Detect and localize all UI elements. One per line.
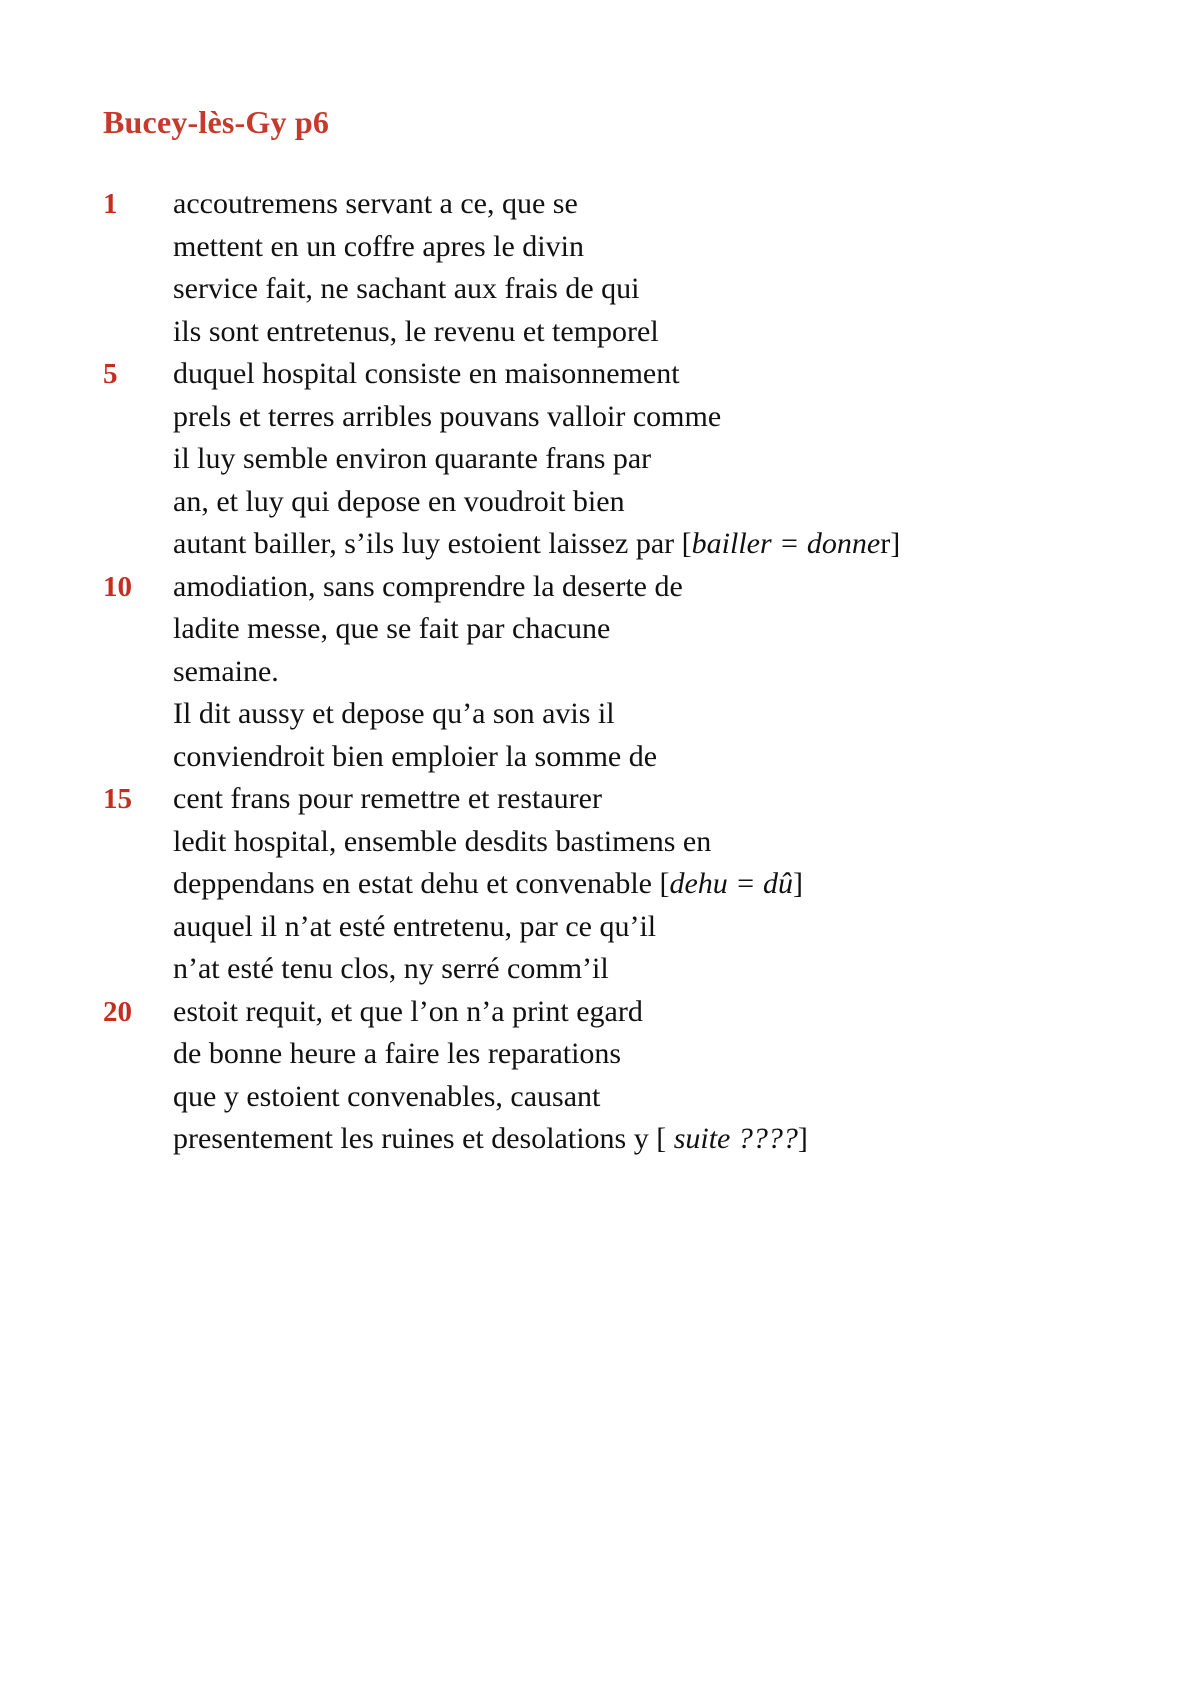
line-text: presentement les ruines et desolations y [ suite ????] bbox=[173, 1122, 808, 1155]
text-line bbox=[103, 1033, 1123, 1076]
text-line bbox=[103, 736, 1123, 779]
text-line bbox=[103, 1076, 1123, 1119]
text-line bbox=[103, 991, 1123, 1034]
line-text: cent frans pour remettre et restaurer bbox=[173, 782, 602, 815]
text-line bbox=[103, 948, 1123, 991]
line-text: deppendans en estat dehu et convenable [dehu = dû] bbox=[173, 867, 804, 900]
line-text: amodiation, sans comprendre la deserte de bbox=[173, 569, 683, 603]
text-line bbox=[103, 353, 1123, 396]
line-text: conviendroit bien emploier la somme de bbox=[173, 739, 658, 773]
line-text: ladite messe, que se fait par chacune bbox=[173, 612, 611, 645]
line-number: 5 bbox=[103, 358, 118, 390]
text-line bbox=[103, 693, 1123, 736]
line-number: 15 bbox=[103, 783, 132, 815]
line-text: accoutremens servant a ce, que se bbox=[173, 187, 578, 220]
text-line bbox=[103, 226, 1123, 269]
text-line bbox=[103, 183, 1123, 226]
text-line bbox=[103, 651, 1123, 694]
page-title: Bucey-lès-Gy p6 bbox=[103, 104, 330, 140]
line-text: semaine. bbox=[173, 654, 279, 688]
text-line bbox=[103, 481, 1123, 524]
line-number: 20 bbox=[103, 995, 132, 1028]
line-text: n’at esté tenu clos, ny serré comm’il bbox=[173, 952, 609, 985]
line-number: 1 bbox=[103, 188, 118, 220]
text-line bbox=[103, 1118, 1123, 1161]
line-text: an, et luy qui depose en voudroit bien bbox=[173, 484, 625, 518]
text-line bbox=[103, 523, 1123, 566]
transcription-body bbox=[103, 183, 1123, 1161]
line-text: ledit hospital, ensemble desdits bastimens en bbox=[173, 824, 712, 858]
line-text: il luy semble environ quarante frans par bbox=[173, 442, 652, 475]
text-line bbox=[103, 268, 1123, 311]
line-text: que y estoient convenables, causant bbox=[173, 1079, 601, 1113]
line-text: duquel hospital consiste en maisonnement bbox=[173, 357, 680, 390]
line-text: mettent en un coffre apres le divin bbox=[173, 229, 584, 263]
text-line bbox=[103, 438, 1123, 481]
line-text: prels et terres arribles pouvans valloir comme bbox=[173, 399, 722, 433]
line-text: de bonne heure a faire les reparations bbox=[173, 1037, 622, 1070]
line-number: 10 bbox=[103, 570, 132, 603]
text-line bbox=[103, 906, 1123, 949]
line-text: auquel il n’at esté entretenu, par ce qu’il bbox=[173, 909, 657, 943]
text-line bbox=[103, 821, 1123, 864]
line-text: service fait, ne sachant aux frais de qui bbox=[173, 272, 640, 305]
line-text: ils sont entretenus, le revenu et temporel bbox=[173, 314, 659, 348]
text-line bbox=[103, 863, 1123, 906]
text-line bbox=[103, 396, 1123, 439]
line-text: Il dit aussy et depose qu’a son avis il bbox=[173, 697, 615, 730]
text-line bbox=[103, 566, 1123, 609]
text-line bbox=[103, 608, 1123, 651]
text-line bbox=[103, 311, 1123, 354]
line-text: estoit requit, et que l’on n’a print egard bbox=[173, 994, 643, 1028]
line-text: autant bailler, s’ils luy estoient laissez par [bailler = donner] bbox=[173, 527, 901, 560]
text-line bbox=[103, 778, 1123, 821]
